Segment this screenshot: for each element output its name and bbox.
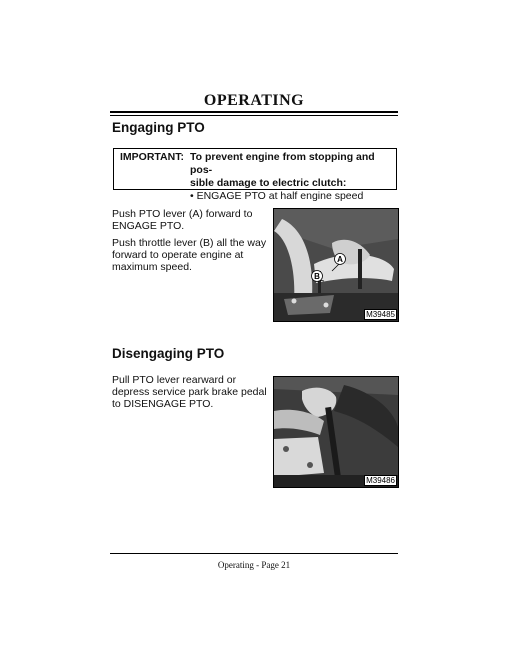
important-label: IMPORTANT: [120, 151, 184, 163]
important-text [190, 151, 394, 203]
important-bullet: • ENGAGE PTO at half engine speed [190, 190, 364, 202]
footer-rule [110, 553, 398, 554]
engage-pto-illustration [274, 209, 398, 321]
chapter-title: OPERATING [203, 92, 305, 109]
callout-a-label: A [337, 255, 343, 264]
disengage-pto-photo [273, 376, 399, 488]
important-line-1: To prevent engine from stopping and pos- [190, 151, 375, 176]
throttle-instruction: Push throttle lever (B) all the way forward to operate engine at maximum speed. [112, 237, 267, 273]
important-line-2: sible damage to electric clutch: [190, 177, 347, 189]
figure-id-m39485: M39485 [366, 310, 395, 319]
title-rule-thick [110, 111, 398, 113]
important-note-box [113, 148, 397, 202]
section-heading-disengaging: Disengaging PTO [112, 346, 225, 361]
disengage-pto-illustration [274, 377, 398, 487]
title-rule-thin [110, 115, 398, 116]
engage-instruction: Push PTO lever (A) forward to ENGAGE PTO. [112, 208, 253, 232]
disengage-instruction: Pull PTO lever rearward or depress service park brake pedal to DISENGAGE PTO. [112, 374, 267, 410]
section-heading-engaging: Engaging PTO [112, 120, 205, 135]
callout-b-label: B [314, 272, 320, 281]
page-footer: Operating - Page 21 [217, 560, 291, 570]
engage-pto-photo [273, 208, 399, 322]
figure-id-m39486: M39486 [366, 476, 395, 485]
